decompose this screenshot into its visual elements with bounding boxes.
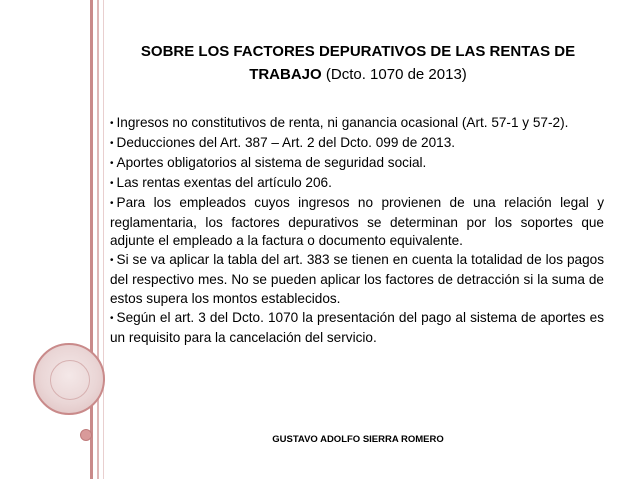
list-item-text: Deducciones del Art. 387 – Art. 2 del Dcto. 099 de 2013. xyxy=(116,134,456,150)
decorative-circle-inner xyxy=(50,360,90,400)
decorative-circle-large xyxy=(33,343,105,415)
decorative-circle-small xyxy=(80,429,92,441)
slide-title xyxy=(108,40,608,86)
bullet-icon: • xyxy=(110,118,114,129)
list-item-text: Las rentas exentas del artículo 206. xyxy=(116,174,332,190)
bullet-icon: • xyxy=(110,177,114,189)
list-item xyxy=(110,174,604,194)
decorative-line xyxy=(103,0,104,479)
list-item-text: Ingresos no constitutivos de renta, ni ganancia ocasional (Art. 57-1 y 57-2). xyxy=(116,115,569,130)
decorative-line xyxy=(97,0,99,479)
list-item xyxy=(110,114,604,134)
list-item xyxy=(110,251,604,309)
bullet-icon: • xyxy=(110,255,114,267)
list-item-text: Si se va aplicar la tabla del art. 383 se tienen en cuenta la totalidad de los pagos del respectivo mes. No se pueden aplicar los factores de detracción si la suma de estos supera los montos establecidos. xyxy=(110,252,604,307)
list-item xyxy=(110,309,604,348)
list-item xyxy=(110,154,604,174)
list-item xyxy=(110,194,604,252)
list-item-text: Para los empleados cuyos ingresos no provienen de una relación legal y reglamentaria, los factores depurativos se determinan por los soportes que adjunte el empleado a la factura o documento equivalente. xyxy=(110,194,604,249)
bullet-list xyxy=(110,114,604,348)
bullet-icon: • xyxy=(110,137,114,149)
list-item-text: Aportes obligatorios al sistema de seguridad social. xyxy=(116,154,427,170)
list-item-text: Según el art. 3 del Dcto. 1070 la presentación del pago al sistema de aportes es un requisito para la cancelación del servicio. xyxy=(110,310,604,345)
footer-author: GUSTAVO ADOLFO SIERRA ROMERO xyxy=(272,434,444,445)
bullet-icon: • xyxy=(110,197,114,209)
bullet-icon: • xyxy=(110,313,114,325)
bullet-icon: • xyxy=(110,157,114,169)
list-item xyxy=(110,134,604,154)
title-reference: (Dcto. 1070 de 2013) xyxy=(325,66,467,83)
title-main: SOBRE LOS FACTORES DEPURATIVOS DE LAS RENTAS DE TRABAJO xyxy=(140,43,576,83)
